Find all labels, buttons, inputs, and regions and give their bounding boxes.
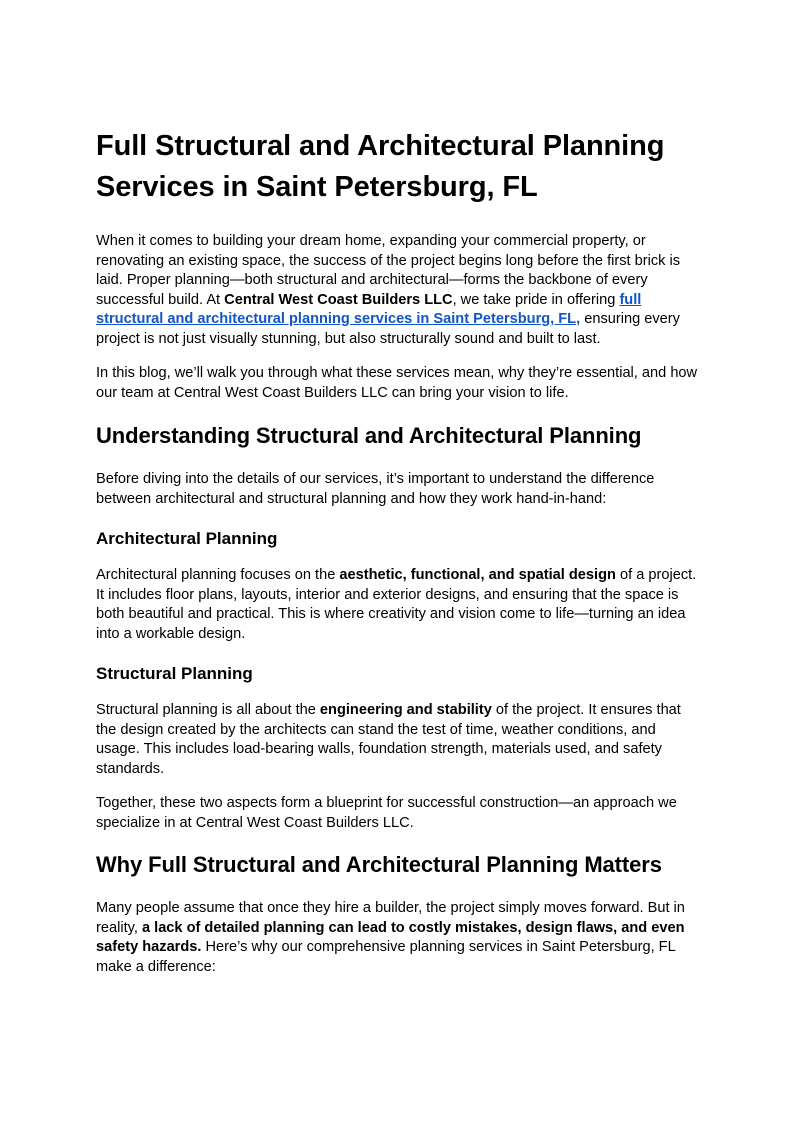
architectural-emphasis: aesthetic, functional, and spatial design bbox=[339, 567, 616, 583]
why-emphasis: a lack of detailed planning can lead to costly mistakes, design flaws, and even safety hazards. bbox=[96, 919, 685, 955]
architectural-text-start: Architectural planning focuses on the bbox=[96, 567, 340, 583]
understanding-lead-paragraph: Before diving into the details of our services, it’s important to understand the difference between architectural and structural planning and how they work hand-in-hand: bbox=[96, 471, 655, 507]
section-heading-why-matters: Why Full Structural and Architectural Planning Matters bbox=[96, 852, 662, 877]
subheading-architectural: Architectural Planning bbox=[96, 529, 278, 548]
architectural-paragraph bbox=[96, 566, 699, 644]
together-paragraph: Together, these two aspects form a blueprint for successful construction—an approach we specialize in at Central West Coast Builders LLC. bbox=[96, 795, 677, 831]
structural-paragraph bbox=[96, 701, 699, 779]
subheading-structural: Structural Planning bbox=[96, 664, 253, 683]
intro-text-start: When it comes to building your dream home, expanding your commercial property, or renovating an existing space, the success of the project begins long before the first brick is laid. Proper planning—both structural and architectural—forms the backbone of every successful build. At bbox=[96, 233, 681, 308]
why-matters-paragraph bbox=[96, 899, 699, 977]
architectural-text-end: of a project. It includes floor plans, layouts, interior and exterior designs, and ensuring that the space is both beautiful and practical. This is where creativity and vision come to life—turning an idea into a workable design. bbox=[96, 567, 697, 642]
document-page bbox=[96, 126, 699, 992]
why-text-start: Many people assume that once they hire a builder, the project simply moves forward. But in reality, bbox=[96, 900, 685, 936]
section-heading-understanding: Understanding Structural and Architectural Planning bbox=[96, 423, 642, 448]
structural-emphasis: engineering and stability bbox=[319, 702, 492, 718]
why-text-end: Here’s why our comprehensive planning services in Saint Petersburg, FL make a difference: bbox=[96, 939, 676, 975]
intro-paragraph bbox=[96, 232, 699, 349]
company-name: Central West Coast Builders LLC bbox=[224, 291, 453, 308]
structural-text-start: Structural planning is all about the bbox=[96, 702, 320, 718]
structural-text-end: of the project. It ensures that the design created by the architects can stand the test of time, weather conditions, and usage. This includes load-bearing walls, foundation strength, materials used, and safety standards. bbox=[96, 702, 681, 777]
intro-text-middle: , we take pride in offering bbox=[452, 291, 620, 308]
blog-overview-paragraph: In this blog, we’ll walk you through what these services mean, why they’re essential, and how our team at Central West Coast Builders LLC can bring your vision to life. bbox=[96, 365, 698, 401]
services-link[interactable]: full structural and architectural planning services in Saint Petersburg, FL, bbox=[96, 291, 642, 327]
intro-text-end: ensuring every project is not just visually stunning, but also structurally sound and built to last. bbox=[96, 311, 680, 347]
page-title: Full Structural and Architectural Planning Services in Saint Petersburg, FL bbox=[96, 130, 665, 203]
